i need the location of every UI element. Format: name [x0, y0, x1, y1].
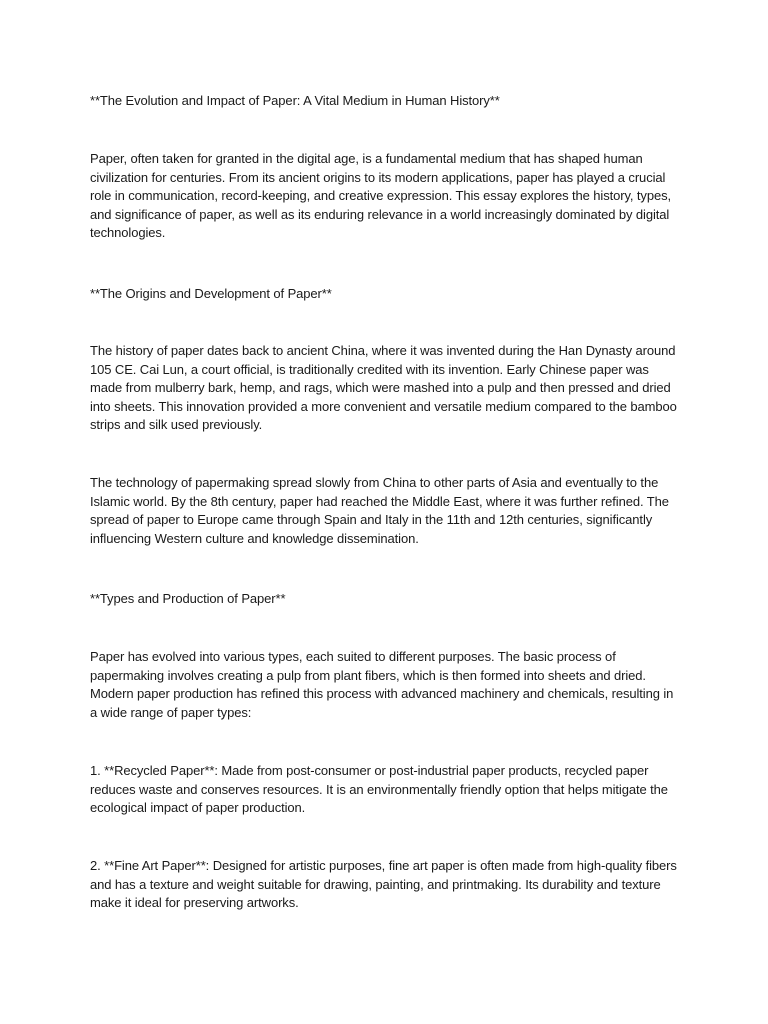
list-item-fine-art-paper: 2. **Fine Art Paper**: Designed for artistic purposes, fine art paper is often made from high-quality fibers and has a texture and weight suitable for drawing, painting, and printmaking. Its durability and texture make it ideal for preserving artworks. — [90, 858, 677, 911]
document-title: **The Evolution and Impact of Paper: A Vital Medium in Human History** — [90, 93, 500, 108]
list-item-recycled-paper: 1. **Recycled Paper**: Made from post-consumer or post-industrial paper products, recycled paper reduces waste and conserves resources. It is an environmentally friendly option that helps mitigate the ecological impact of paper production. — [90, 763, 668, 816]
origins-paragraph-2: The technology of papermaking spread slowly from China to other parts of Asia and eventually to the Islamic world. By the 8th century, paper had reached the Middle East, where it was further refined. The spread of paper to Europe came through Spain and Italy in the 11th and 12th centuries, significantly influencing Western culture and knowledge dissemination. — [90, 475, 669, 546]
origins-paragraph-1: The history of paper dates back to ancient China, where it was invented during the Han Dynasty around 105 CE. Cai Lun, a court official, is traditionally credited with its invention. Early Chinese paper was made from mulberry bark, hemp, and rags, which were mashed into a pulp and then pressed and dried into sheets. This innovation provided a more convenient and versatile medium compared to the bamboo strips and silk used previously. — [90, 343, 677, 433]
types-paragraph-1: Paper has evolved into various types, each suited to different purposes. The basic process of papermaking involves creating a pulp from plant fibers, which is then formed into sheets and dried. Modern paper production has refined this process with advanced machinery and chemicals, resulting in a wide range of paper types: — [90, 649, 674, 720]
intro-paragraph: Paper, often taken for granted in the digital age, is a fundamental medium that has shaped human civilization for centuries. From its ancient origins to its modern applications, paper has played a crucial role in communication, record-keeping, and creative expression. This essay explores the history, types, and significance of paper, as well as its enduring relevance in a world increasingly dominated by digital technologies. — [90, 151, 672, 241]
section-heading-types: **Types and Production of Paper** — [90, 591, 286, 606]
section-heading-origins: **The Origins and Development of Paper** — [90, 286, 332, 301]
